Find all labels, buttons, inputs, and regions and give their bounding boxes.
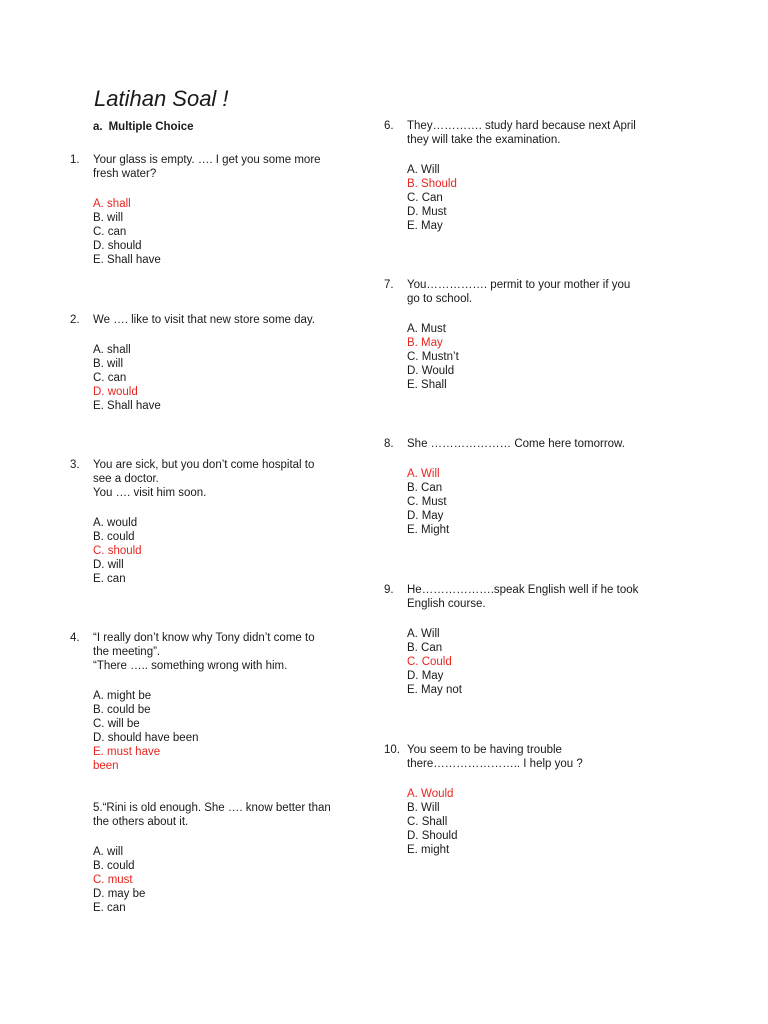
- question-number: 1.: [70, 154, 80, 166]
- answer-options: [93, 689, 362, 773]
- answer-option: E. can: [93, 573, 126, 585]
- answer-option: D. should have been: [93, 732, 199, 744]
- question-stem-line: You are sick, but you don’t come hospital to: [93, 459, 315, 471]
- question-stem-line: We …. like to visit that new store some day.: [93, 314, 315, 326]
- answer-options: [93, 343, 362, 413]
- question-stem-line: You …. visit him soon.: [93, 487, 207, 499]
- question-number: 3.: [70, 459, 80, 471]
- question-stem-line: He……………….speak English well if he took: [407, 584, 639, 596]
- answer-options: [407, 787, 674, 857]
- question-stem: [93, 313, 362, 327]
- question-1: [70, 153, 362, 267]
- answer-option: E. May: [407, 220, 443, 232]
- question-stem-line: “I really don’t know why Tony didn’t come to: [93, 632, 315, 644]
- answer-option: A. would: [93, 517, 138, 529]
- section-letter: a.: [93, 121, 103, 133]
- answer-option: B. will: [93, 358, 124, 370]
- answer-option-correct: A. shall: [93, 198, 131, 210]
- answer-option: E. might: [407, 844, 450, 856]
- question-stem-line: You seem to be having trouble: [407, 744, 562, 756]
- question-stem: [93, 458, 362, 500]
- answer-option: D. should: [93, 240, 142, 252]
- answer-option: C. Shall: [407, 816, 448, 828]
- answer-option: E. Might: [407, 524, 450, 536]
- question-4: [70, 631, 362, 773]
- answer-option: A. shall: [93, 344, 131, 356]
- question-stem: [93, 153, 362, 181]
- question-stem-line: [93, 801, 385, 815]
- question-stem-line: go to school.: [407, 293, 473, 305]
- answer-option: A. will: [93, 846, 124, 858]
- answer-option: B. Can: [407, 482, 443, 494]
- question-number: 8.: [384, 438, 394, 450]
- question-stem: [93, 631, 362, 673]
- answer-option: A. Must: [407, 323, 446, 335]
- answer-option: E. Shall have: [93, 400, 161, 412]
- question-9: [384, 583, 674, 697]
- answer-option-correct: A. Would: [407, 788, 454, 800]
- question-stem-line: see a doctor.: [93, 473, 159, 485]
- answer-option: B. could: [93, 531, 135, 543]
- answer-option: E. Shall: [407, 379, 447, 391]
- question-stem-line: there………………….. I help you ?: [407, 758, 583, 770]
- question-stem-line: the meeting”.: [93, 646, 161, 658]
- question-stem-line: “There ….. something wrong with him.: [93, 660, 288, 672]
- question-stem-line: They…………. study hard because next April: [407, 120, 636, 132]
- answer-option: C. can: [93, 372, 127, 384]
- answer-option: B. could: [93, 860, 135, 872]
- question-stem: [407, 583, 674, 611]
- page-title: Latihan Soal !: [94, 86, 229, 111]
- answer-option-correct: B. May: [407, 337, 443, 349]
- question-number: 4.: [70, 632, 80, 644]
- answer-option: B. Will: [407, 802, 440, 814]
- answer-option: B. will: [93, 212, 124, 224]
- question-6: [384, 119, 674, 233]
- question-stem-line: English course.: [407, 598, 486, 610]
- section-heading: [93, 121, 194, 133]
- question-number: 7.: [384, 279, 394, 291]
- answer-options: [93, 845, 385, 915]
- question-stem: [407, 119, 674, 147]
- question-5: [93, 801, 385, 915]
- question-stem-line: they will take the examination.: [407, 134, 561, 146]
- answer-options: [407, 163, 674, 233]
- question-3: [70, 458, 362, 586]
- question-stem-line: You……………. permit to your mother if you: [407, 279, 631, 291]
- answer-option-correct: C. should: [93, 545, 142, 557]
- answer-option: A. Will: [407, 628, 440, 640]
- answer-options: [407, 322, 674, 392]
- answer-option: C. Mustn’t: [407, 351, 459, 363]
- answer-option: D. Must: [407, 206, 447, 218]
- answer-option-correct: D. would: [93, 386, 138, 398]
- answer-option: E. May not: [407, 684, 462, 696]
- answer-option: B. could be: [93, 704, 151, 716]
- answer-option-correct: A. Will: [407, 468, 440, 480]
- answer-option: C. will be: [93, 718, 140, 730]
- question-7: [384, 278, 674, 392]
- question-stem-line: Your glass is empty. …. I get you some more: [93, 154, 321, 166]
- question-stem-line: She ………………… Come here tomorrow.: [407, 438, 625, 450]
- question-number: 5.: [93, 802, 103, 814]
- answer-option: C. Can: [407, 192, 443, 204]
- answer-option-correct: been: [93, 760, 119, 772]
- answer-options: [407, 627, 674, 697]
- answer-option-correct: B. Should: [407, 178, 457, 190]
- question-stem: [407, 743, 674, 771]
- answer-option: E. Shall have: [93, 254, 161, 266]
- question-stem: [407, 437, 674, 451]
- answer-option: D. may be: [93, 888, 146, 900]
- answer-option: D. May: [407, 670, 444, 682]
- answer-option-correct: C. Could: [407, 656, 452, 668]
- question-stem-text: “Rini is old enough. She …. know better than: [102, 802, 331, 814]
- question-number: 2.: [70, 314, 80, 326]
- answer-option: A. Will: [407, 164, 440, 176]
- question-stem: [407, 278, 674, 306]
- answer-option: D. will: [93, 559, 124, 571]
- answer-option: D. Should: [407, 830, 458, 842]
- question-8: [384, 437, 674, 537]
- question-10: [384, 743, 674, 857]
- answer-options: [93, 197, 362, 267]
- answer-option-correct: C. must: [93, 874, 133, 886]
- answer-option-correct: E. must have: [93, 746, 161, 758]
- question-stem: [93, 801, 385, 829]
- answer-option: E. can: [93, 902, 126, 914]
- answer-option: D. Would: [407, 365, 455, 377]
- question-number: 9.: [384, 584, 394, 596]
- question-2: [70, 313, 362, 413]
- question-stem-line: the others about it.: [93, 816, 189, 828]
- answer-option: C. can: [93, 226, 127, 238]
- answer-option: B. Can: [407, 642, 443, 654]
- question-number: 6.: [384, 120, 394, 132]
- question-stem-line: fresh water?: [93, 168, 157, 180]
- question-number: 10.: [384, 744, 400, 756]
- answer-options: [407, 467, 674, 537]
- section-label: Multiple Choice: [108, 121, 194, 133]
- answer-options: [93, 516, 362, 586]
- answer-option: C. Must: [407, 496, 447, 508]
- answer-option: A. might be: [93, 690, 152, 702]
- answer-option: D. May: [407, 510, 444, 522]
